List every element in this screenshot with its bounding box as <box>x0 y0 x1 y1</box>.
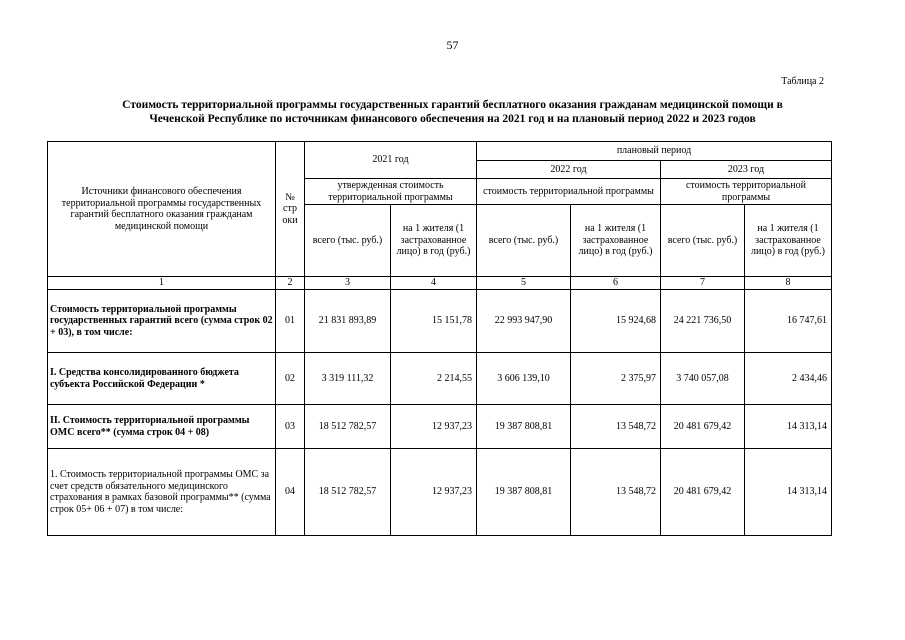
column-number: 6 <box>571 277 661 290</box>
column-number: 1 <box>48 277 276 290</box>
row-line-number: 04 <box>276 449 305 536</box>
value-2021-per-capita: 12 937,23 <box>391 449 477 536</box>
header-planned-period: плановый период <box>477 142 832 161</box>
table-label: Таблица 2 <box>781 76 824 87</box>
value-2021-per-capita: 12 937,23 <box>391 405 477 449</box>
value-2022-per-capita: 2 375,97 <box>571 353 661 405</box>
header-year-2023: 2023 год <box>661 161 832 179</box>
value-2022-per-capita: 13 548,72 <box>571 405 661 449</box>
value-2023-per-capita: 14 313,14 <box>745 449 832 536</box>
column-number: 5 <box>477 277 571 290</box>
value-2023-total: 24 221 736,50 <box>661 290 745 353</box>
header-per-capita-2021: на 1 жителя (1 застрахованное лицо) в год (руб.) <box>391 205 477 277</box>
value-2023-per-capita: 2 434,46 <box>745 353 832 405</box>
value-2022-total: 22 993 947,90 <box>477 290 571 353</box>
column-number: 2 <box>276 277 305 290</box>
value-2023-total: 3 740 057,08 <box>661 353 745 405</box>
row-source-label: II. Стоимость территориальной программы ОМС всего** (сумма строк 04 + 08) <box>48 405 276 449</box>
financing-table <box>47 141 832 536</box>
value-2023-total: 20 481 679,42 <box>661 405 745 449</box>
header-cost-2023: стоимость территориальной программы <box>661 179 832 205</box>
title-line-2: Чеченской Республике по источникам финансового обеспечения на 2021 год и на плановый период 2022 и 2023 годов <box>149 113 756 125</box>
value-2023-total: 20 481 679,42 <box>661 449 745 536</box>
row-line-number: 01 <box>276 290 305 353</box>
value-2021-total: 18 512 782,57 <box>305 405 391 449</box>
value-2022-total: 19 387 808,81 <box>477 405 571 449</box>
column-number: 4 <box>391 277 477 290</box>
column-number-row <box>48 277 832 290</box>
column-number: 7 <box>661 277 745 290</box>
value-2022-total: 19 387 808,81 <box>477 449 571 536</box>
header-total-2021: всего (тыс. руб.) <box>305 205 391 277</box>
header-year-2021: 2021 год <box>305 142 477 179</box>
value-2022-per-capita: 15 924,68 <box>571 290 661 353</box>
value-2021-total: 18 512 782,57 <box>305 449 391 536</box>
header-per-capita-2023: на 1 жителя (1 застрахованное лицо) в год (руб.) <box>745 205 832 277</box>
value-2021-total: 21 831 893,89 <box>305 290 391 353</box>
header-year-2022: 2022 год <box>477 161 661 179</box>
table-row <box>48 405 832 449</box>
document-title <box>40 98 865 126</box>
page-number: 57 <box>446 38 459 52</box>
header-sources: Источники финансового обеспечения территориальной программы государственных гарантий бесплатного оказания гражданам медицинской помощи <box>48 142 276 277</box>
row-line-number: 02 <box>276 353 305 405</box>
value-2021-per-capita: 2 214,55 <box>391 353 477 405</box>
row-line-number: 03 <box>276 405 305 449</box>
header-cost-2022: стоимость территориальной программы <box>477 179 661 205</box>
value-2021-total: 3 319 111,32 <box>305 353 391 405</box>
header-per-capita-2022: на 1 жителя (1 застрахованное лицо) в год (руб.) <box>571 205 661 277</box>
value-2021-per-capita: 15 151,78 <box>391 290 477 353</box>
title-line-1: Стоимость территориальной программы государственных гарантий бесплатного оказания гражданам медицинской помощи в <box>122 99 783 111</box>
value-2022-per-capita: 13 548,72 <box>571 449 661 536</box>
table-row <box>48 353 832 405</box>
row-source-label: 1. Стоимость территориальной программы ОМС за счет средств обязательного медицинского страхования в рамках базовой программы** (сумма строк 05+ 06 + 07) в том числе: <box>48 449 276 536</box>
header-approved-cost: утвержденная стоимость территориальной программы <box>305 179 477 205</box>
header-total-2023: всего (тыс. руб.) <box>661 205 745 277</box>
table-row <box>48 290 832 353</box>
value-2023-per-capita: 14 313,14 <box>745 405 832 449</box>
header-total-2022: всего (тыс. руб.) <box>477 205 571 277</box>
row-source-label: Стоимость территориальной программы государственных гарантий всего (сумма строк 02 + 03), в том числе: <box>48 290 276 353</box>
value-2022-total: 3 606 139,10 <box>477 353 571 405</box>
header-row-number: № стр оки <box>276 142 305 277</box>
row-source-label: I. Средства консолидированного бюджета субъекта Российской Федерации * <box>48 353 276 405</box>
column-number: 8 <box>745 277 832 290</box>
value-2023-per-capita: 16 747,61 <box>745 290 832 353</box>
table-row <box>48 449 832 536</box>
column-number: 3 <box>305 277 391 290</box>
